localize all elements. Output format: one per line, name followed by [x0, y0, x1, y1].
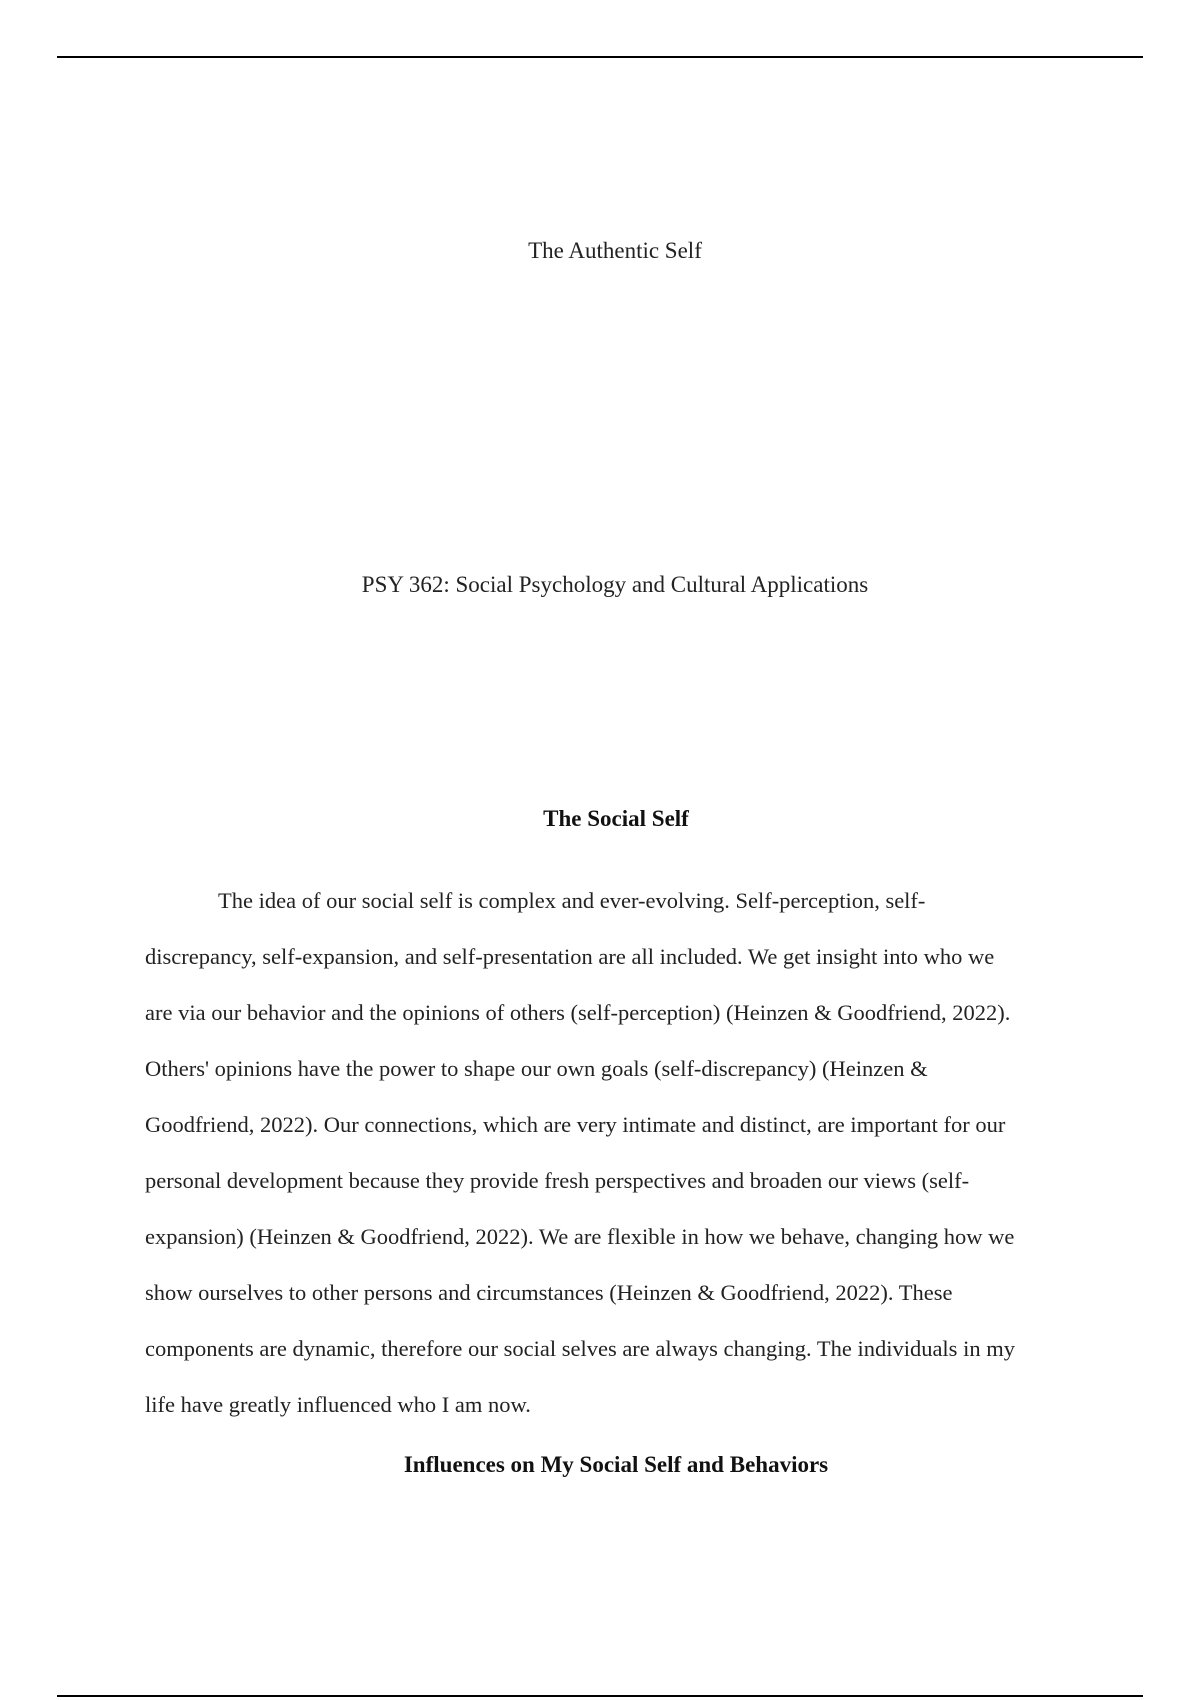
paragraph-line: Goodfriend, 2022). Our connections, which are very intimate and distinct, are important for our: [145, 1112, 1006, 1137]
paragraph-line: show ourselves to other persons and circumstances (Heinzen & Goodfriend, 2022). These: [145, 1280, 953, 1305]
paragraph-line: discrepancy, self-expansion, and self-presentation are all included. We get insight into who we: [145, 944, 995, 969]
document-title: The Authentic Self: [528, 238, 702, 263]
paragraph-social-self: [145, 873, 1085, 1433]
course-name: PSY 362: Social Psychology and Cultural Applications: [361, 572, 869, 597]
paragraph-line: Others' opinions have the power to shape our own goals (self-discrepancy) (Heinzen &: [145, 1056, 928, 1081]
header-rule: [57, 56, 1143, 58]
paragraph-line: life have greatly influenced who I am now.: [145, 1392, 531, 1417]
section-heading-social-self: The Social Self: [543, 806, 689, 831]
paragraph-line: The idea of our social self is complex and ever-evolving. Self-perception, self-: [218, 888, 926, 913]
paragraph-line: components are dynamic, therefore our social selves are always changing. The individuals in my: [145, 1336, 1015, 1361]
paragraph-line: expansion) (Heinzen & Goodfriend, 2022). We are flexible in how we behave, changing how we: [145, 1224, 1015, 1249]
paragraph-line: personal development because they provide fresh perspectives and broaden our views (self-: [145, 1168, 970, 1193]
footer-rule: [57, 1695, 1143, 1697]
paragraph-line: are via our behavior and the opinions of others (self-perception) (Heinzen & Goodfriend, 2022).: [145, 1000, 1011, 1025]
section-heading-influences: Influences on My Social Self and Behaviors: [403, 1452, 829, 1477]
